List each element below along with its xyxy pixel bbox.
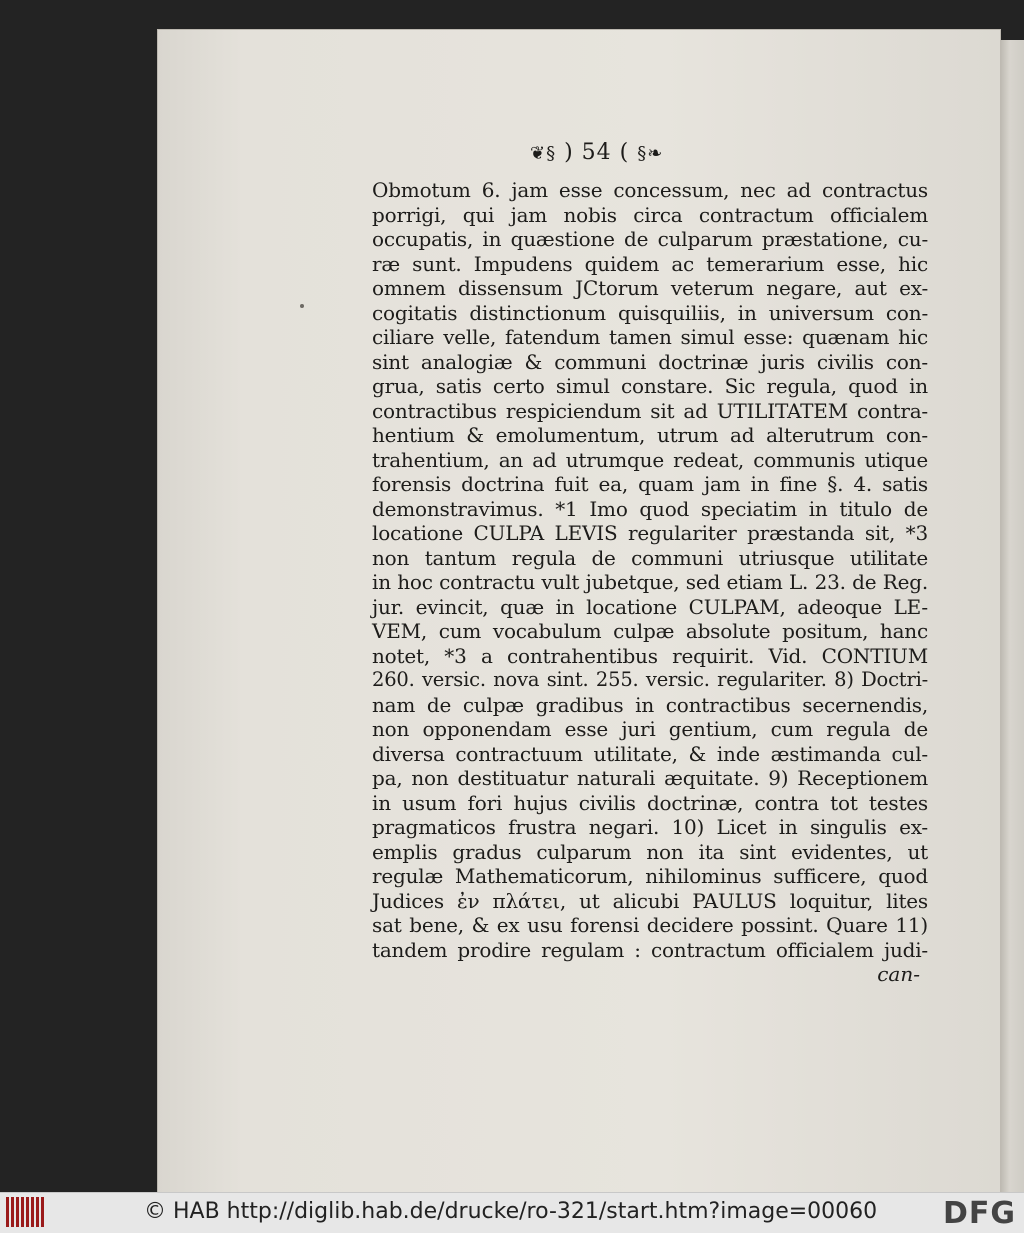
text-line: non tantum regula de communi utriusque utilitate	[372, 545, 928, 570]
left-ornament-icon: ❦§	[530, 143, 557, 164]
text-line: nam de culpæ gradibus in contractibus secernendis,	[372, 692, 928, 717]
text-line: forensis doctrina fuit ea, quam jam in fine §. 4. satis	[372, 472, 928, 496]
ink-speck	[300, 304, 304, 308]
text-line: jur. evincit, quæ in locatione CULPAM, adeoque LE-	[372, 594, 928, 619]
text-line: regulæ Mathematicorum, nihilominus sufficere, quod	[372, 864, 928, 888]
right-ornament-icon: §❧	[637, 143, 664, 164]
text-line: non opponendam esse juri gentium, cum regula de	[372, 717, 928, 741]
text-line: in hoc contractu vult jubetque, sed etiam L. 23. de Reg.	[372, 570, 928, 594]
body-text	[372, 178, 928, 986]
text-line: hentium & emolumentum, utrum ad alterutrum con-	[372, 423, 928, 447]
text-line: porrigi, qui jam nobis circa contractum officialem	[372, 202, 928, 227]
page-number: ) 54 (	[564, 140, 630, 165]
text-line: ciliare velle, fatendum tamen simul esse: quænam hic	[372, 325, 928, 349]
text-line: VEM, cum vocabulum culpæ absolute positum, hanc	[372, 619, 928, 643]
catchword: can-	[877, 962, 920, 986]
text-line: ræ sunt. Impudens quidem ac temerarium esse, hic	[372, 251, 928, 276]
page-edge	[1000, 40, 1024, 1192]
credit-link[interactable]: © HAB http://diglib.hab.de/drucke/ro-321/start.htm?image=00060	[144, 1199, 878, 1224]
barcode-icon	[6, 1197, 44, 1227]
text-line: notet, *3 a contrahentibus requirit. Vid. CONTIUM	[372, 643, 928, 668]
running-head	[530, 140, 750, 165]
text-line: in usum fori hujus civilis doctrinæ, contra tot testes	[372, 790, 928, 815]
text-line: sint analogiæ & communi doctrinæ juris civilis con-	[372, 349, 928, 374]
text-line: diversa contractuum utilitate, & inde æstimanda cul-	[372, 741, 928, 766]
text-line: 260. versic. nova sint. 255. versic. regulariter. 8) Doctri-	[372, 668, 928, 691]
text-line: contractibus respiciendum sit ad UTILITATEM contra-	[372, 398, 928, 423]
text-line: cogitatis distinctionum quisquiliis, in universum con-	[372, 300, 928, 325]
text-line: sat bene, & ex usu forensi decidere possint. Quare 11)	[372, 913, 928, 937]
text-line: tandem prodire regulam : contractum officialem judi-	[372, 937, 928, 962]
text-line: pragmaticos frustra negari. 10) Licet in singulis ex-	[372, 815, 928, 839]
text-line: grua, satis certo simul constare. Sic regula, quod in	[372, 374, 928, 398]
text-line: Obmotum 6. jam esse concessum, nec ad contractus	[372, 178, 928, 202]
text-line: pa, non destituatur naturali æquitate. 9) Receptionem	[372, 766, 928, 790]
text-line: occupatis, in quæstione de culparum præstatione, cu-	[372, 227, 928, 251]
text-line: demonstravimus. *1 Imo quod speciatim in titulo de	[372, 496, 928, 521]
viewer-footer	[0, 1192, 1024, 1233]
text-line: omnem dissensum JCtorum veterum negare, aut ex-	[372, 276, 928, 300]
dfg-logo: DFG	[942, 1196, 1016, 1231]
text-line: Judices ἐν πλάτει, ut alicubi PAULUS loquitur, lites	[372, 888, 928, 913]
text-line: trahentium, an ad utrumque redeat, communis utique	[372, 447, 928, 472]
text-line: locatione CULPA LEVIS regulariter præstanda sit, *3	[372, 521, 928, 545]
text-line: emplis gradus culparum non ita sint evidentes, ut	[372, 839, 928, 864]
